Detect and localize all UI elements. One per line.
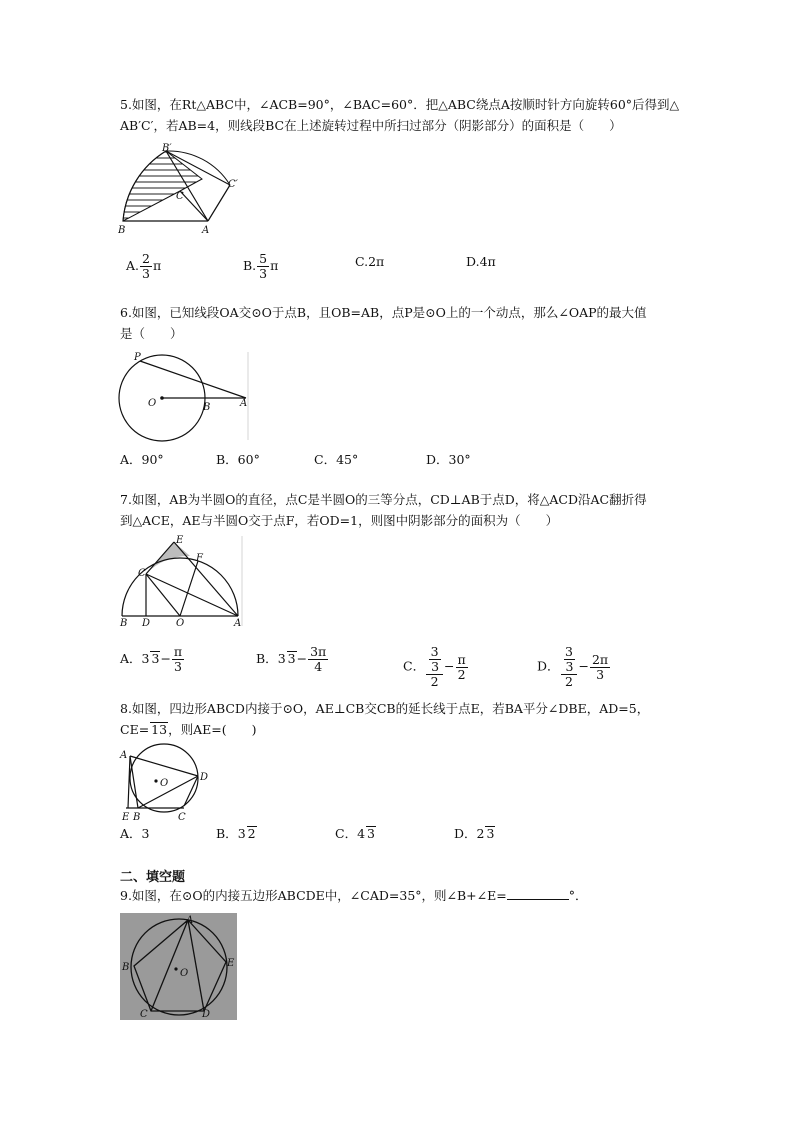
q6-option-b[interactable]: B．60°	[216, 452, 260, 467]
q9-label-O: O	[180, 968, 189, 979]
q5-option-d[interactable]: D.4π	[466, 254, 496, 269]
q5-label-A: A	[202, 225, 210, 235]
q8-text-line1: 8.如图，四边形ABCD内接于⊙O，AE⊥CB交CB的延长线于点E，若BA平分∠DBE，AD=5，	[120, 701, 650, 716]
q6-label-P: P	[134, 352, 141, 363]
q6-label-A: A	[240, 398, 248, 409]
q5-option-c[interactable]: C.2π	[355, 254, 385, 269]
q5-label-Bp: B′	[162, 143, 172, 154]
q7-text-line1: 7.如图，AB为半圆O的直径，点C是半圆O的三等分点，CD⊥AB于点D，将△ACD沿AC翻折得	[120, 492, 647, 507]
q8-label-O: O	[160, 778, 169, 789]
q7-label-B: B	[120, 618, 128, 628]
q9-label-E: E	[227, 958, 235, 969]
q7-label-A: A	[234, 618, 242, 628]
q5-label-Cp: C′	[228, 179, 238, 190]
q5-text-line2: AB′C′，若AB=4，则线段BC在上述旋转过程中所扫过部分（阴影部分）的面积是（ ）	[120, 118, 622, 133]
q9-label-B: B	[122, 962, 130, 973]
q5-option-a[interactable]: A. $\frac{2}{3}$ π	[126, 251, 162, 281]
q9-label-D: D	[202, 1009, 211, 1020]
q5-text-line1: 5.如图，在Rt△ABC中，∠ACB=90°，∠BAC=60°．把△ABC绕点A按顺时针方向旋转60°后得到△	[120, 97, 680, 112]
q5-figure	[118, 143, 248, 235]
q5-label-C: C	[176, 191, 184, 202]
q8-option-a[interactable]: A．3	[120, 826, 150, 841]
q5-label-B: B	[118, 225, 126, 235]
q8-option-c[interactable]: C．4 3	[335, 826, 375, 841]
q9-text: 9.如图，在⊙O的内接五边形ABCDE中，∠CAD=35°，则∠B+∠E= °．	[120, 888, 588, 903]
q6-option-c[interactable]: C．45°	[314, 452, 359, 467]
section-heading-fill-blank: 二、填空题	[120, 870, 186, 885]
q6-option-d[interactable]: D．30°	[426, 452, 471, 467]
q7-label-F: F	[196, 553, 203, 564]
q7-label-D: D	[142, 618, 151, 628]
q7-label-E: E	[176, 535, 184, 546]
q6-text-line1: 6.如图，已知线段OA交⊙O于点B，且OB=AB，点P是⊙O上的一个动点，那么∠OAP的最大值	[120, 305, 647, 320]
q9-label-A: A	[186, 915, 194, 926]
q9-label-C: C	[140, 1009, 148, 1020]
q7-label-O: O	[176, 618, 185, 628]
q5-option-b[interactable]: B. $\frac{5}{3}$ π	[243, 251, 279, 281]
q9-figure	[120, 913, 237, 1020]
q8-text-line2: CE= 13，则AE=( )	[120, 722, 257, 737]
q8-label-B: B	[133, 812, 141, 822]
q6-label-B: B	[203, 402, 211, 413]
q7-option-d[interactable]: D． 3 3 2 − $\frac{2\pi}{3}$	[537, 644, 609, 689]
q7-option-a[interactable]: A．3 3− $\frac{\pi}{3}$	[120, 644, 183, 674]
q8-figure	[118, 742, 218, 822]
q7-option-b[interactable]: B．3 3− $\frac{3\pi}{4}$	[256, 644, 327, 674]
q7-text-line2: 到△ACE，AE与半圆O交于点F，若OD=1，则图中阴影部分的面积为（ ）	[120, 513, 559, 528]
q7-figure	[118, 534, 246, 628]
q8-label-C: C	[178, 812, 186, 822]
q8-option-d[interactable]: D．2 3	[454, 826, 495, 841]
q6-text-line2: 是（ ）	[120, 326, 183, 341]
q8-label-A: A	[120, 750, 128, 761]
q8-label-D: D	[200, 772, 209, 783]
q9-answer-blank[interactable]	[507, 887, 569, 900]
q6-figure	[118, 350, 254, 442]
q7-label-C: C	[138, 568, 146, 579]
q7-option-c[interactable]: C． 3 3 2 − $\frac{\pi}{2}$	[403, 644, 466, 689]
q6-label-O: O	[148, 398, 157, 409]
q8-label-E: E	[122, 812, 130, 822]
q6-option-a[interactable]: A．90°	[120, 452, 164, 467]
q8-option-b[interactable]: B．3 2	[216, 826, 256, 841]
